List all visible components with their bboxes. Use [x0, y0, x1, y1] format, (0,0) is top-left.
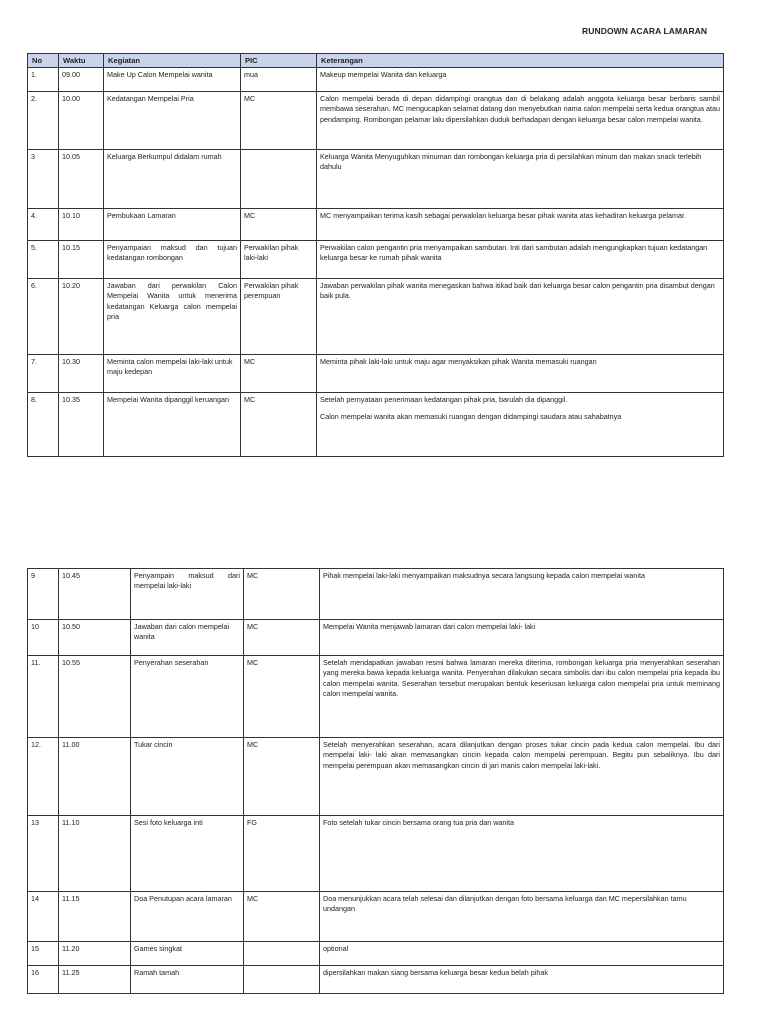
table-row	[28, 92, 724, 150]
cell-time: 09.00	[59, 68, 104, 92]
cell-pic: MC	[244, 569, 320, 620]
cell-time: 10.45	[59, 569, 131, 620]
cell-no: 9	[28, 569, 59, 620]
cell-pic: MC	[244, 620, 320, 656]
cell-time: 11.20	[59, 942, 131, 966]
cell-notes: optional	[320, 942, 724, 966]
cell-no: 4.	[28, 209, 59, 241]
cell-time: 10.30	[59, 355, 104, 393]
cell-time: 10.50	[59, 620, 131, 656]
cell-no: 16	[28, 966, 59, 994]
cell-no: 15	[28, 942, 59, 966]
cell-time: 11.10	[59, 816, 131, 892]
cell-notes: Makeup mempelai Wanita dan keluarga	[317, 68, 724, 92]
table-header-row	[28, 54, 724, 68]
cell-time: 10.55	[59, 656, 131, 738]
header-time: Waktu	[59, 54, 104, 68]
cell-activity: Pembukaan Lamaran	[104, 209, 241, 241]
cell-time: 11.00	[59, 738, 131, 816]
cell-no: 11.	[28, 656, 59, 738]
document-title: RUNDOWN ACARA LAMARAN	[582, 26, 708, 36]
cell-no: 10	[28, 620, 59, 656]
table-row	[28, 656, 724, 738]
table-row	[28, 966, 724, 994]
cell-no: 6.	[28, 279, 59, 355]
cell-pic: MC	[241, 209, 317, 241]
cell-time: 10.20	[59, 279, 104, 355]
cell-activity: Meminta calon mempelai laki-laki untuk maju kedepan	[104, 355, 241, 393]
cell-no: 13	[28, 816, 59, 892]
header-activity: Kegiatan	[104, 54, 241, 68]
cell-no: 1.	[28, 68, 59, 92]
cell-notes: dipersilahkan makan siang bersama keluarga besar kedua belah pihak	[320, 966, 724, 994]
cell-activity: Tukar cincin	[131, 738, 244, 816]
cell-activity: Mempelai Wanita dipanggil keruangan	[104, 393, 241, 457]
cell-pic: mua	[241, 68, 317, 92]
cell-pic: Perwakilan pihak laki-laki	[241, 241, 317, 279]
cell-no: 8.	[28, 393, 59, 457]
cell-activity: Penyerahan seserahan	[131, 656, 244, 738]
cell-notes: Setelah menyerahkan seserahan, acara dilanjutkan dengan proses tukar cincin pada kedua calon mempelai. Ibu dari mempelai laki- laki akan memasangkan cincin kepada calon mempelai perempuan. Begitu pun sebaliknya. Ibu dari mempelai perempuan akan memasangkan cincin di jari manis calon mempelai laki-laki.	[320, 738, 724, 816]
cell-pic: MC	[244, 892, 320, 942]
cell-notes: Meminta pihak laki-laki untuk maju agar menyaksikan pihak Wanita memasuki ruangan	[317, 355, 724, 393]
cell-notes: MC menyampaikan terima kasih sebagai perwakilan keluarga besar pihak wanita atas kehadiran keluarga pelamar.	[317, 209, 724, 241]
cell-notes: Keluarga Wanita Menyuguhkan minuman dan rombongan keluarga pria di persilahkan minum dan makan snack terlebih dahulu	[317, 150, 724, 209]
cell-pic: MC	[241, 393, 317, 457]
cell-pic: FG	[244, 816, 320, 892]
cell-notes: Pihak mempelai laki-laki menyampaikan maksudnya secara langsung kepada calon mempelai wanita	[320, 569, 724, 620]
cell-no: 5.	[28, 241, 59, 279]
table-row	[28, 892, 724, 942]
table-row	[28, 569, 724, 620]
cell-pic: MC	[244, 656, 320, 738]
cell-notes: Setelah mendapatkan jawaban resmi bahwa lamaran mereka diterima, rombongan keluarga pria menyerahkan seserahan yang mereka bawa kepada keluarga wanita. Penyerahan dilakukan secara simbolis dari ibu calon mempelai pria kepada ibu calon mempelai wanita. Seserahan tersebut merupakan bentuk keseriusan keluarga calon mempelai pria untuk meminang calon mempelai wanita.	[320, 656, 724, 738]
cell-pic: MC	[241, 92, 317, 150]
table-row	[28, 279, 724, 355]
cell-time: 10.35	[59, 393, 104, 457]
cell-activity: Doa Penutupan acara lamaran	[131, 892, 244, 942]
cell-notes: Foto setelah tukar cincin bersama orang tua pria dan wanita	[320, 816, 724, 892]
cell-activity: Keluarga Berkumpul didalam rumah	[104, 150, 241, 209]
table-row	[28, 209, 724, 241]
cell-time: 10.15	[59, 241, 104, 279]
cell-activity: Penyampaian maksud dan tujuan kedatangan rombongan	[104, 241, 241, 279]
cell-pic: Perwakilan pihak perempuan	[241, 279, 317, 355]
cell-time: 11.15	[59, 892, 131, 942]
cell-activity: Jawaban dari calon mempelai wanita	[131, 620, 244, 656]
table-row	[28, 620, 724, 656]
cell-activity: Penyampain maksud dari mempelai laki-laki	[131, 569, 244, 620]
cell-notes: Jawaban perwakilan pihak wanita menegaskan bahwa itikad baik dari keluarga besar calon pengantin pria disambut dengan baik pula.	[317, 279, 724, 355]
header-pic: PIC	[241, 54, 317, 68]
table-row	[28, 355, 724, 393]
cell-notes: Perwakilan calon pengantin pria menyampaikan sambutan. Inti dari sambutan adalah mengungkapkan tujuan kedatangan keluarga besar ke rumah pihak wanita	[317, 241, 724, 279]
table-row	[28, 738, 724, 816]
table-row	[28, 816, 724, 892]
cell-activity: Sesi foto keluarga inti	[131, 816, 244, 892]
cell-notes: Calon mempelai berada di depan didampingi orangtua dan di belakang adalah anggota keluarga besar berbaris sambil membawa seserahan. MC mengucapkan selamat datang dan menyebutkan nama calon mempelai serta kedua orangtua atau pendamping. Rombongan pelamar lalu dipersilahkan duduk berhadapan dengan keluarga besar calon mempelai wanita.	[317, 92, 724, 150]
header-notes: Keterangan	[317, 54, 724, 68]
cell-notes: Mempelai Wanita menjawab lamaran dari calon mempelai laki- laki	[320, 620, 724, 656]
cell-activity: Jawaban dari perwakilan Calon Mempelai Wanita untuk menerima kedatangan Keluarga calon mempelai pria	[104, 279, 241, 355]
cell-notes: Doa menunjukkan acara telah selesai dan dilanjutkan dengan foto bersama keluarga dan MC mepersilahkan tamu undangan	[320, 892, 724, 942]
cell-no: 7.	[28, 355, 59, 393]
header-no: No	[28, 54, 59, 68]
cell-no: 3	[28, 150, 59, 209]
cell-no: 12.	[28, 738, 59, 816]
cell-activity: Games singkat	[131, 942, 244, 966]
cell-pic: MC	[241, 355, 317, 393]
table-row	[28, 942, 724, 966]
cell-time: 10.00	[59, 92, 104, 150]
cell-time: 11.25	[59, 966, 131, 994]
cell-pic	[241, 150, 317, 209]
cell-activity: Ramah tamah	[131, 966, 244, 994]
table-row	[28, 393, 724, 457]
rundown-table-page-1	[27, 53, 724, 457]
cell-time: 10.05	[59, 150, 104, 209]
cell-pic: MC	[244, 738, 320, 816]
notes-line: Calon mempelai wanita akan memasuki ruangan dengan didampingi saudara atau sahabatnya	[320, 412, 622, 422]
table-row	[28, 150, 724, 209]
rundown-table-page-2-main	[27, 568, 724, 994]
table-row	[28, 241, 724, 279]
cell-activity: Make Up Calon Mempelai wanita	[104, 68, 241, 92]
cell-no: 2.	[28, 92, 59, 150]
cell-activity: Kedatangan Mempelai Pria	[104, 92, 241, 150]
cell-pic	[244, 942, 320, 966]
cell-time: 10.10	[59, 209, 104, 241]
cell-no: 14	[28, 892, 59, 942]
notes-line: Setelah pernyataan penerimaan kedatangan pihak pria, barulah dia dipanggil.	[320, 395, 568, 404]
cell-notes	[317, 393, 724, 457]
cell-pic	[244, 966, 320, 994]
table-row	[28, 68, 724, 92]
